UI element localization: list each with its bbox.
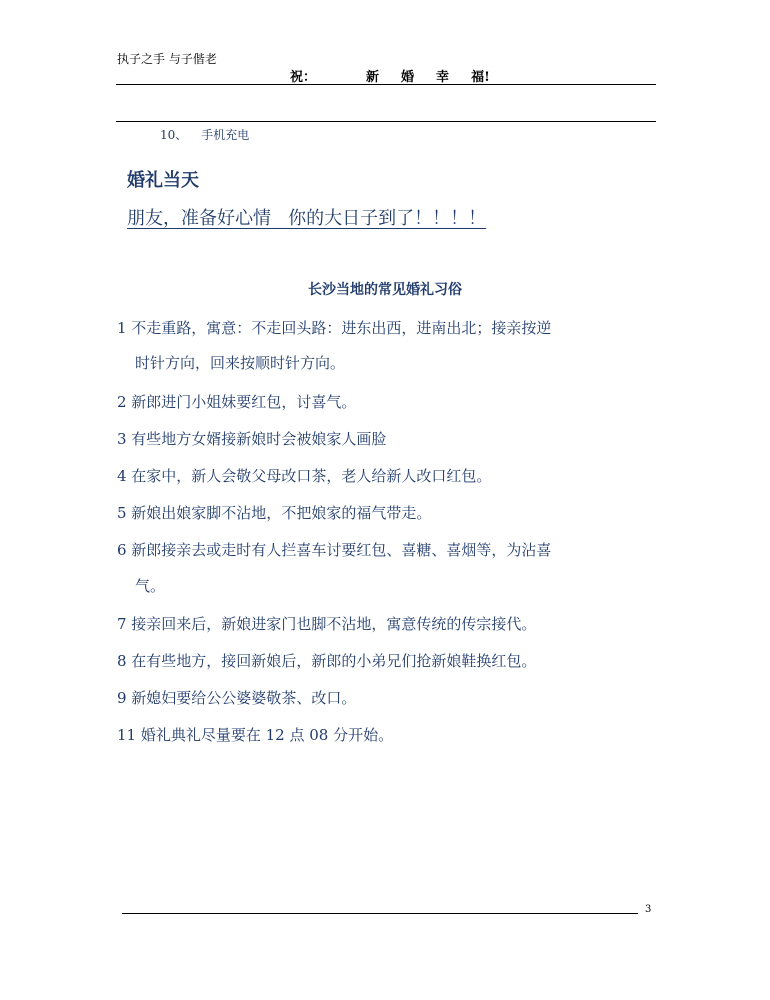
list-item-text: 手机充电 (201, 128, 250, 142)
custom-item-11: 11 婚礼典礼尽量要在 12 点 08 分开始。 (117, 726, 394, 744)
custom-item-6-continued: 气。 (135, 577, 166, 595)
custom-item-1-continued: 时针方向，回来按顺时针方向。 (135, 354, 346, 372)
custom-item-7: 7 接亲回来后，新娘进家门也脚不沾地，寓意传统的传宗接代。 (117, 615, 537, 633)
blessing-char-1: 新 (366, 70, 380, 85)
custom-item-9: 9 新媳妇要给公公婆婆敬茶、改口。 (117, 689, 357, 707)
blessing-char-2: 婚 (401, 70, 415, 85)
header-divider-bottom (116, 121, 656, 122)
wedding-day-heading: 婚礼当天 (127, 170, 199, 191)
footer-divider (122, 913, 638, 914)
blessing-char-3: 幸 (436, 70, 450, 85)
customs-section-title: 长沙当地的常见婚礼习俗 (308, 282, 462, 298)
list-item-number: 10、 (160, 128, 188, 142)
blessing-prefix: 祝： (290, 70, 317, 85)
custom-item-3: 3 有些地方女婿接新娘时会被娘家人画脸 (117, 430, 387, 448)
header-blessing (290, 66, 490, 85)
header-motto: 执子之手 与子偕老 (117, 52, 217, 66)
page-number: 3 (645, 904, 652, 915)
custom-item-1: 1 不走重路，寓意：不走回头路：进东出西，进南出北；接亲按逆 (117, 319, 552, 337)
custom-item-4: 4 在家中，新人会敬父母改口茶，老人给新人改口红包。 (117, 467, 492, 485)
custom-item-6: 6 新郎接亲去或走时有人拦喜车讨要红包、喜糖、喜烟等，为沾喜 (117, 541, 552, 559)
blessing-char-4: 福! (471, 70, 490, 85)
custom-item-5: 5 新娘出娘家脚不沾地，不把娘家的福气带走。 (117, 504, 432, 522)
custom-item-8: 8 在有些地方，接回新娘后，新郎的小弟兄们抢新娘鞋换红包。 (117, 652, 537, 670)
header-divider-top (116, 84, 656, 85)
list-item-10 (160, 126, 249, 143)
wedding-day-tagline: 朋友，准备好心情 你的大日子到了！！！！ (127, 208, 487, 229)
custom-item-2: 2 新郎进门小姐妹要红包，讨喜气。 (117, 393, 357, 411)
